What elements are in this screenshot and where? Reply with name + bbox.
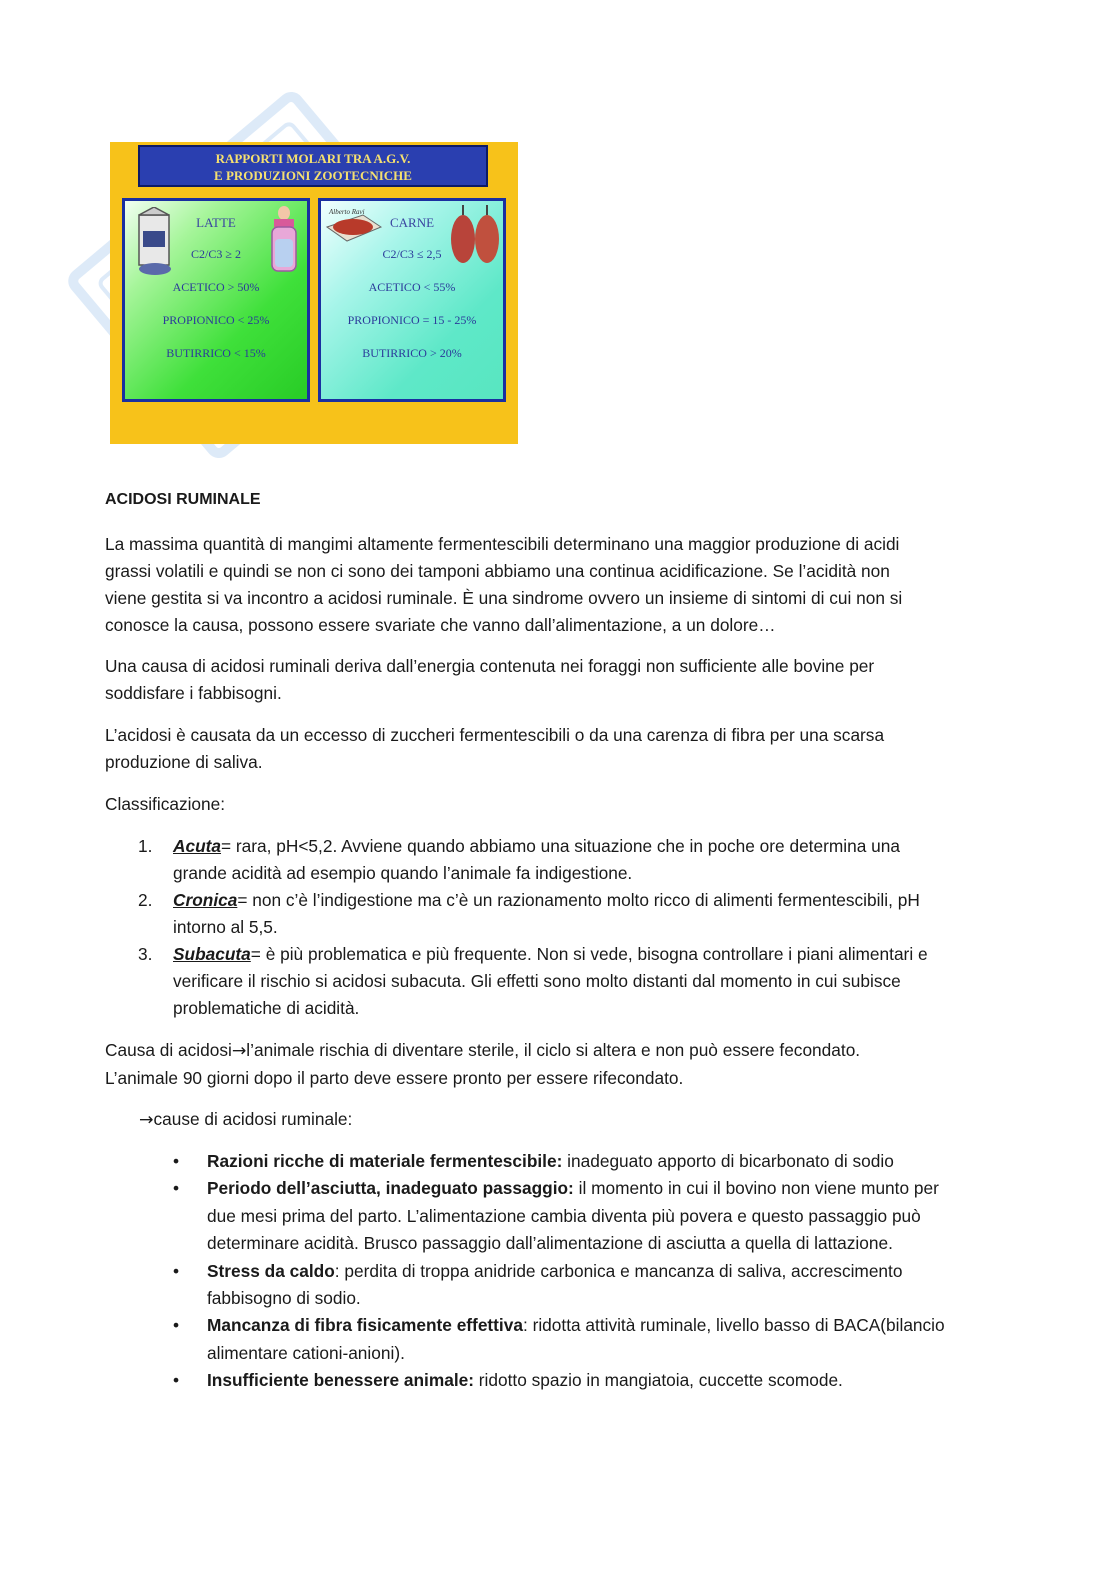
- cause-text: : ridotta attività ruminale, livello basso di BACA(bilancio: [522, 1315, 945, 1336]
- paragraph-line: produzione di saliva.: [105, 752, 263, 772]
- list-item: [105, 1148, 1005, 1175]
- list-item: [105, 1258, 1005, 1313]
- list-item: [105, 887, 1005, 941]
- arrow-right-icon: →: [231, 1041, 247, 1061]
- paragraph-consequence: [105, 1037, 1005, 1092]
- list-text: grande acidità ad esempio quando l’animale fa indigestione.: [173, 863, 633, 883]
- paragraph-line: L’acidosi è causata da un eccesso di zuccheri fermentescibili o da una carenza di fibra per una scarsa: [105, 725, 885, 745]
- cause-title: Periodo dell’asciutta, inadeguato passaggio:: [207, 1178, 574, 1199]
- bullet-icon: •: [173, 1151, 180, 1171]
- milk-row: PROPIONICO < 25%: [162, 313, 270, 327]
- list-number: 1.: [138, 836, 153, 856]
- paragraph-line: Una causa di acidosi ruminali deriva dall’energia contenuta nei foraggi non sufficiente alle bovine per: [105, 656, 875, 676]
- paragraph-energy: [105, 653, 1005, 707]
- meat-row: ACETICO < 55%: [368, 280, 456, 294]
- cause-text: due mesi prima del parto. L’alimentazione cambia diventa più povera e questo passaggio può: [207, 1205, 921, 1226]
- milk-panel: [122, 198, 310, 402]
- meat-heading: CARNE: [389, 215, 435, 230]
- milk-row: C2/C3 ≥ 2: [191, 247, 241, 261]
- meat-row: C2/C3 ≤ 2,5: [382, 247, 442, 261]
- paragraph-line: La massima quantità di mangimi altamente fermentescibili determinano una maggior produzione di acidi: [105, 534, 900, 554]
- list-text: = non c’è l’indigestione ma c’è un razionamento molto ricco di alimenti fermentescibili, pH: [237, 890, 920, 910]
- list-term: Acuta: [173, 836, 222, 856]
- milk-row: BUTIRRICO < 15%: [166, 346, 266, 360]
- paragraph-cause: [105, 722, 1005, 776]
- list-term: Cronica: [173, 890, 238, 910]
- slide-title-line2: E PRODUZIONI ZOOTECNICHE: [214, 168, 412, 183]
- paragraph-line: conosce la causa, possono essere svariate che vanno dall’alimentazione, a un dolore…: [105, 615, 776, 635]
- consequence-text: L’animale 90 giorni dopo il parto deve essere pronto per essere rifecondato.: [105, 1068, 684, 1088]
- cause-title: Mancanza di fibra fisicamente effettiva: [207, 1315, 523, 1336]
- list-text: = è più problematica e più frequente. Non si vede, bisogna controllare i piani alimentari e: [250, 944, 928, 964]
- slide-title: [138, 145, 488, 187]
- cause-title: Razioni ricche di materiale fermentescibile:: [207, 1151, 563, 1171]
- list-item: [105, 1367, 1005, 1394]
- list-item: [105, 1175, 1005, 1257]
- milk-heading: LATTE: [196, 215, 236, 230]
- cause-text: fabbisogno di sodio.: [207, 1288, 361, 1309]
- paragraph-intro: [105, 531, 1005, 639]
- meat-row: BUTIRRICO > 20%: [362, 346, 462, 360]
- consequence-text: Causa di acidosi: [105, 1040, 232, 1060]
- paragraph-line: viene gestita si va incontro a acidosi ruminale. È una sindrome ovvero un insieme di sintomi di cui non si: [105, 588, 903, 608]
- list-item: [105, 1312, 1005, 1367]
- cause-text: : perdita di troppa anidride carbonica e mancanza di saliva, accrescimento: [334, 1260, 903, 1281]
- meat-panel: [318, 198, 506, 402]
- bullet-icon: •: [173, 1370, 180, 1391]
- list-text: problematiche di acidità.: [173, 998, 360, 1018]
- list-term: Subacuta: [173, 944, 251, 964]
- classification-list: [105, 833, 1005, 1022]
- classification-label: Classificazione:: [105, 794, 226, 814]
- meat-row: PROPIONICO = 15 - 25%: [347, 313, 477, 327]
- causes-list: [105, 1148, 1005, 1395]
- list-text: intorno al 5,5.: [173, 917, 278, 937]
- list-item: [105, 941, 1005, 1022]
- cause-text: alimentare cationi-anioni).: [207, 1342, 405, 1363]
- arrow-right-icon: →: [139, 1110, 154, 1130]
- cause-text: determinare acidità. Brusco passaggio dall’alimentazione di asciutta a quella di lattazione.: [207, 1233, 893, 1254]
- cause-text: inadeguato apporto di bicarbonato di sodio: [562, 1151, 894, 1171]
- list-number: 2.: [138, 890, 153, 910]
- list-text: verificare il rischio si acidosi subacuta. Gli effetti sono molto distanti dal momento in cui subisce: [173, 971, 901, 991]
- causes-intro-text: cause di acidosi ruminale:: [153, 1109, 353, 1129]
- consequence-text: l’animale rischia di diventare sterile, il ciclo si altera e non può essere fecondato.: [246, 1040, 861, 1060]
- section-heading: ACIDOSI RUMINALE: [105, 491, 261, 508]
- cause-title: Insufficiente benessere animale:: [207, 1370, 474, 1391]
- bullet-icon: •: [173, 1260, 180, 1281]
- cause-text: il momento in cui il bovino non viene munto per: [573, 1178, 939, 1199]
- list-text: = rara, pH<5,2. Avviene quando abbiamo una situazione che in poche ore determina una: [221, 836, 900, 856]
- meat-label: Alberto Ravi: [329, 208, 365, 216]
- milk-row: ACETICO > 50%: [172, 280, 260, 294]
- cause-title: Stress da caldo: [207, 1260, 335, 1281]
- bullet-icon: •: [173, 1178, 180, 1199]
- list-item: [105, 833, 1005, 887]
- paragraph-line: soddisfare i fabbisogni.: [105, 683, 282, 703]
- paragraph-line: grassi volatili e quindi se non ci sono dei tamponi abbiamo una continua acidificazione. Se l’acidità non: [105, 561, 890, 581]
- bullet-icon: •: [173, 1315, 180, 1336]
- slide-image: [110, 142, 518, 444]
- causes-intro: [139, 1106, 999, 1134]
- cause-text: ridotto spazio in mangiatoia, cuccette scomode.: [474, 1370, 843, 1391]
- list-number: 3.: [138, 944, 153, 964]
- slide-title-line1: RAPPORTI MOLARI TRA A.G.V.: [215, 151, 411, 166]
